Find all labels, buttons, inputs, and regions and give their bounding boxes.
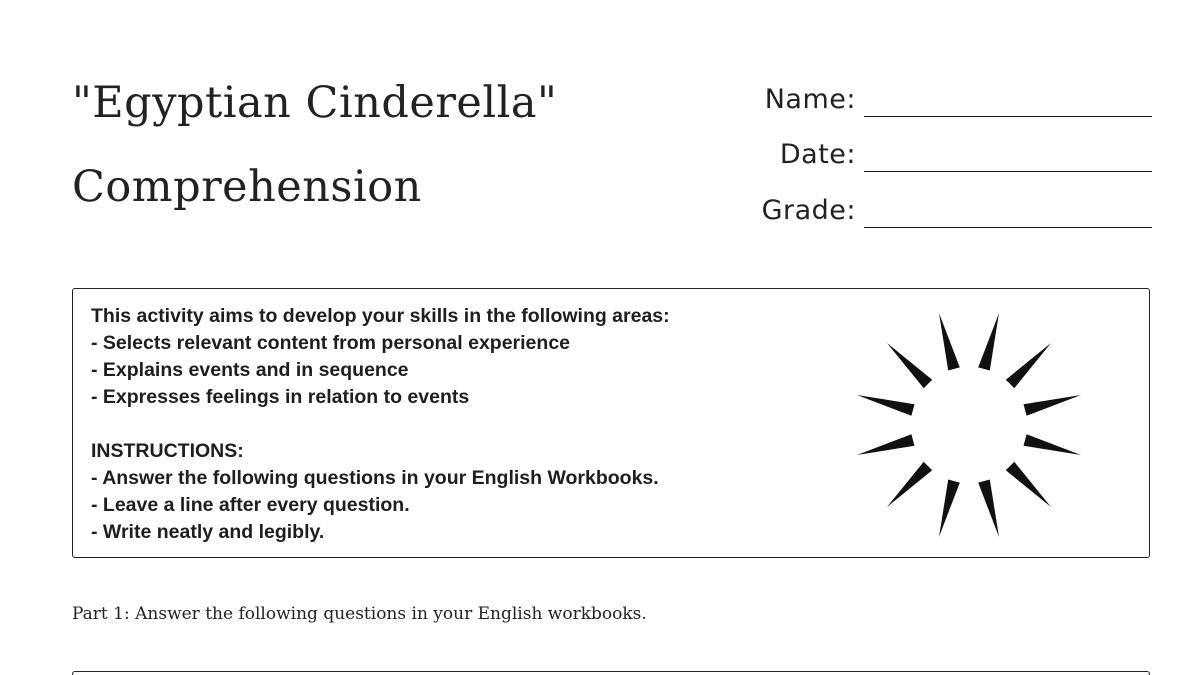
part1-heading: Part 1: Answer the following questions in your English workbooks. xyxy=(72,604,647,624)
worksheet-title-line-1: "Egyptian Cinderella" xyxy=(72,78,558,128)
grade-blank-line[interactable] xyxy=(864,227,1152,228)
questions-box xyxy=(72,671,1150,675)
instructions-text xyxy=(91,303,670,546)
instruction-item: - Answer the following questions in your English Workbooks. xyxy=(91,467,659,489)
sunburst-ray xyxy=(1006,343,1051,388)
sunburst-icon xyxy=(853,309,1085,541)
instruction-item: - Leave a line after every question. xyxy=(91,494,410,516)
spacer xyxy=(91,411,670,438)
grade-label: Grade: xyxy=(761,195,856,226)
sunburst-ray xyxy=(1006,462,1051,507)
worksheet-title-line-2: Comprehension xyxy=(72,162,422,212)
sunburst-ray xyxy=(887,343,932,388)
instructions-box xyxy=(72,288,1150,558)
name-label: Name: xyxy=(764,84,856,115)
date-label: Date: xyxy=(779,139,856,170)
skill-item: - Expresses feelings in relation to events xyxy=(91,386,470,408)
instructions-heading: INSTRUCTIONS: xyxy=(91,440,244,462)
sunburst-ray xyxy=(1024,395,1082,416)
date-field-row xyxy=(700,132,1152,172)
name-blank-line[interactable] xyxy=(864,116,1152,117)
sunburst-ray xyxy=(939,480,960,538)
sunburst-ray xyxy=(1024,434,1082,455)
date-blank-line[interactable] xyxy=(864,171,1152,172)
sunburst-ray xyxy=(978,313,999,371)
skill-item: - Selects relevant content from personal experience xyxy=(91,332,571,354)
sunburst-ray xyxy=(857,434,915,455)
sunburst-ray xyxy=(857,395,915,416)
grade-field-row xyxy=(700,188,1152,228)
sunburst-ray xyxy=(887,462,932,507)
instruction-item: - Write neatly and legibly. xyxy=(91,521,325,543)
aims-heading: This activity aims to develop your skills in the following areas: xyxy=(91,305,670,327)
skill-item: - Explains events and in sequence xyxy=(91,359,409,381)
name-field-row xyxy=(700,77,1152,117)
sunburst-ray xyxy=(978,480,999,538)
sunburst-ray xyxy=(939,313,960,371)
